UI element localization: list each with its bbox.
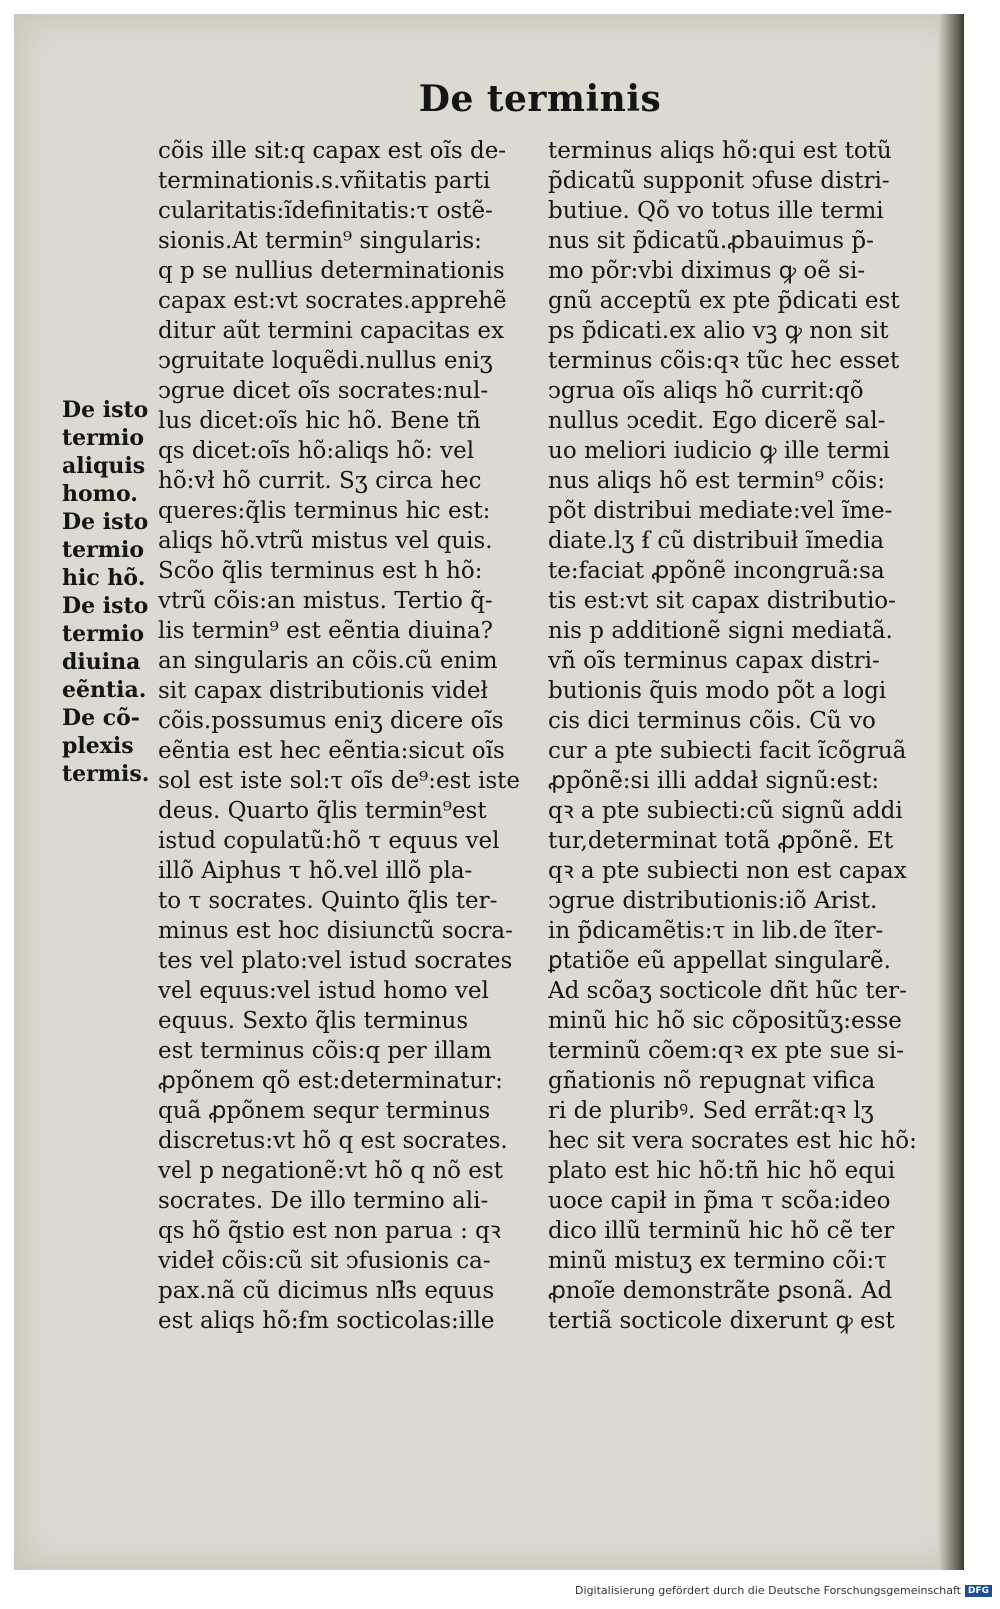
text-line: in p̃dicamẽtis:τ in lib.de ĩter- bbox=[548, 918, 884, 944]
text-line: ps p̃dicati.ex alio vꝫ ꝙ non sit bbox=[548, 318, 889, 344]
text-line: nus sit p̃dicatũ.ꝓbauimus p̃- bbox=[548, 228, 874, 254]
text-line: qꝛ a pte subiecti non est capax bbox=[548, 858, 907, 884]
text-line: te:faciat ꝓpõnẽ incongruã:sa bbox=[548, 558, 885, 584]
text-line: terminus aliqs hõ:qui est totũ bbox=[548, 138, 892, 164]
text-line: ꝓpõnẽ:si illi addał signũ:est: bbox=[548, 768, 880, 794]
margin-note-line: aliquis bbox=[62, 453, 146, 479]
text-line: q p se nullius determinationis bbox=[158, 258, 505, 284]
text-line: vel equus:vel istud homo vel bbox=[158, 978, 489, 1004]
margin-note-line: De isto bbox=[62, 397, 149, 423]
text-line: ꝓnoĩe demonstrãte ꝑsonã. Ad bbox=[548, 1278, 893, 1304]
text-line: lis termin⁹ est eẽntia diuina? bbox=[158, 618, 493, 644]
text-line: istud copulatũ:hõ τ equus vel bbox=[158, 828, 500, 854]
text-line: eẽntia est hec eẽntia:sicut oĩs bbox=[158, 738, 505, 764]
margin-note-line: eẽntia. bbox=[62, 677, 147, 703]
page-edge bbox=[938, 14, 964, 1570]
text-line: tes vel plato:vel istud socrates bbox=[158, 948, 513, 974]
text-line: Scõo q̃lis terminus est h hõ: bbox=[158, 558, 483, 584]
text-line: terminationis.s.vñitatis parti bbox=[158, 168, 491, 194]
text-line: vtrũ cõis:an mistus. Tertio q̃- bbox=[158, 588, 493, 614]
text-line: minũ hic hõ sic cõpositũʒ:esse bbox=[548, 1008, 902, 1034]
text-line: videł cõis:cũ sit ↄfusionis ca- bbox=[158, 1248, 491, 1274]
left-margin-notes bbox=[62, 396, 158, 788]
text-line: p̃dicatũ supponit ↄfuse distri- bbox=[548, 168, 890, 194]
text-line: pax.nã cũ dicimus nlł̃s equus bbox=[158, 1278, 495, 1304]
text-line: ꝑtatiõe eũ appellat singularẽ. bbox=[548, 948, 891, 974]
footer-credit-text: Digitalisierung gefördert durch die Deutsche Forschungsgemeinschaft bbox=[575, 1584, 961, 1597]
text-line: butiue. Qõ vo totus ille termi bbox=[548, 198, 884, 224]
text-line: cis dici terminus cõis. Cũ vo bbox=[548, 708, 876, 734]
text-line: an singularis an cõis.cũ enim bbox=[158, 648, 498, 674]
margin-note-line: plexis bbox=[62, 733, 134, 759]
text-line: ꝓpõnem qõ est:determinatur: bbox=[158, 1068, 503, 1094]
text-line: Ad scõaʒ socticole dñt hũc ter- bbox=[548, 978, 907, 1004]
text-line: est aliqs hõ:ẜm socticolas:ille bbox=[158, 1308, 495, 1334]
margin-note-line: termio bbox=[62, 537, 145, 563]
text-line: sionis.At termin⁹ singularis: bbox=[158, 228, 482, 254]
dfg-logo: DFG bbox=[965, 1585, 992, 1597]
text-line: terminũ cõem:qꝛ ex pte sue si- bbox=[548, 1038, 905, 1064]
text-line: sit capax distributionis videł bbox=[158, 678, 488, 704]
text-line: hec sit vera socrates est hic hõ: bbox=[548, 1128, 917, 1154]
text-line: terminus cõis:qꝛ tũc hec esset bbox=[548, 348, 900, 374]
footer-credit bbox=[575, 1584, 992, 1597]
text-line: cularitatis:ĩdefinitatis:τ ostẽ- bbox=[158, 198, 493, 224]
text-line: qs dicet:oĩs hõ:aliqs hõ: vel bbox=[158, 438, 475, 464]
running-title: De terminis bbox=[418, 78, 662, 120]
text-line: minũ mistuʒ ex termino cõi:τ bbox=[548, 1248, 887, 1274]
margin-note-line: diuina bbox=[62, 649, 141, 675]
text-line: cõis.possumus eniʒ dicere oĩs bbox=[158, 708, 504, 734]
text-line: tis est:vt sit capax distributio- bbox=[548, 588, 896, 614]
text-line: ↄgruitate loquẽdi.nullus eniʒ bbox=[158, 348, 493, 374]
text-line: uo meliori iudicio ꝙ ille termi bbox=[548, 438, 890, 464]
margin-note-line: hic hõ. bbox=[62, 565, 146, 591]
text-line: tertiã socticole dixerunt ꝙ est bbox=[548, 1308, 895, 1334]
text-line: socrates. De illo termino ali- bbox=[158, 1188, 489, 1214]
margin-note-line: homo. bbox=[62, 481, 138, 507]
text-line: discretus:vt hõ q est socrates. bbox=[158, 1128, 508, 1154]
text-line: cõis ille sit:q capax est oĩs de- bbox=[158, 138, 507, 164]
margin-note-line: termio bbox=[62, 425, 145, 451]
right-text-column bbox=[548, 136, 918, 1336]
text-line: lus dicet:oĩs hic hõ. Bene tñ bbox=[158, 408, 481, 434]
text-line: cur a pte subiecti facit ĩcõgruã bbox=[548, 738, 907, 764]
margin-note-line: termio bbox=[62, 621, 145, 647]
text-line: qs hõ q̃stio est non parua : qꝛ bbox=[158, 1218, 501, 1244]
text-line: plato est hic hõ:tñ hic hõ equi bbox=[548, 1158, 896, 1184]
text-line: ditur aũt termini capacitas ex bbox=[158, 318, 504, 344]
text-line: capax est:vt socrates.apprehẽ bbox=[158, 288, 507, 314]
text-line: to τ socrates. Quinto q̃lis ter- bbox=[158, 888, 498, 914]
text-line: ↄgrua oĩs aliqs hõ currit:qõ bbox=[548, 378, 864, 404]
left-text-column bbox=[158, 136, 528, 1336]
text-line: diate.lʒ ẜ cũ distribuił ĩmedia bbox=[548, 528, 885, 554]
margin-note-line: De isto bbox=[62, 509, 149, 535]
margin-note-line: termis. bbox=[62, 761, 150, 787]
text-line: gnũ acceptũ ex pte p̃dicati est bbox=[548, 288, 900, 314]
text-line: sol est iste sol:τ oĩs de⁹:est iste bbox=[158, 768, 521, 794]
text-line: est terminus cõis:q per illam bbox=[158, 1038, 492, 1064]
text-line: ↄgrue dicet oĩs socrates:nul- bbox=[158, 378, 489, 404]
text-line: illõ Aiphus τ hõ.vel illõ pla- bbox=[158, 858, 473, 884]
margin-note-line: De cõ- bbox=[62, 705, 140, 731]
margin-note-line: De isto bbox=[62, 593, 149, 619]
text-line: dico illũ terminũ hic hõ cẽ ter bbox=[548, 1218, 895, 1244]
text-line: vel p negationẽ:vt hõ q nõ est bbox=[158, 1158, 503, 1184]
text-line: uoce capił in p̃ma τ scõa:ideo bbox=[548, 1188, 891, 1214]
text-line: ↄgrue distributionis:iõ Arist. bbox=[548, 888, 878, 914]
text-line: vñ oĩs terminus capax distri- bbox=[548, 648, 880, 674]
text-line: deus. Quarto q̃lis termin⁹est bbox=[158, 798, 487, 824]
text-line: equus. Sexto q̃lis terminus bbox=[158, 1008, 469, 1034]
text-line: qꝛ a pte subiecti:cũ signũ addi bbox=[548, 798, 903, 824]
text-line: quã ꝓpõnem sequr terminus bbox=[158, 1098, 491, 1124]
text-line: gñationis nõ repugnat vifica bbox=[548, 1068, 876, 1094]
text-line: ri de pluribꝰ. Sed errãt:qꝛ lʒ bbox=[548, 1098, 874, 1124]
text-line: butionis q̃uis modo põt a logi bbox=[548, 678, 887, 704]
text-line: nus aliqs hõ est termin⁹ cõis: bbox=[548, 468, 885, 494]
text-line: nullus ↄcedit. Ego dicerẽ sal- bbox=[548, 408, 886, 434]
text-line: queres:q̃lis terminus hic est: bbox=[158, 498, 491, 524]
text-line: minus est hoc disiunctũ socra- bbox=[158, 918, 513, 944]
text-line: tur,determinat totã ꝓpõnẽ. Et bbox=[548, 828, 894, 854]
text-line: põt distribui mediate:vel ĩme- bbox=[548, 498, 893, 524]
text-line: hõ:vł hõ currit. Sʒ circa hec bbox=[158, 468, 482, 494]
text-line: mo põr:vbi diximus ꝙ oẽ si- bbox=[548, 258, 866, 284]
text-line: aliqs hõ.vtrũ mistus vel quis. bbox=[158, 528, 493, 554]
text-line: nis p additionẽ signi mediatã. bbox=[548, 618, 893, 644]
